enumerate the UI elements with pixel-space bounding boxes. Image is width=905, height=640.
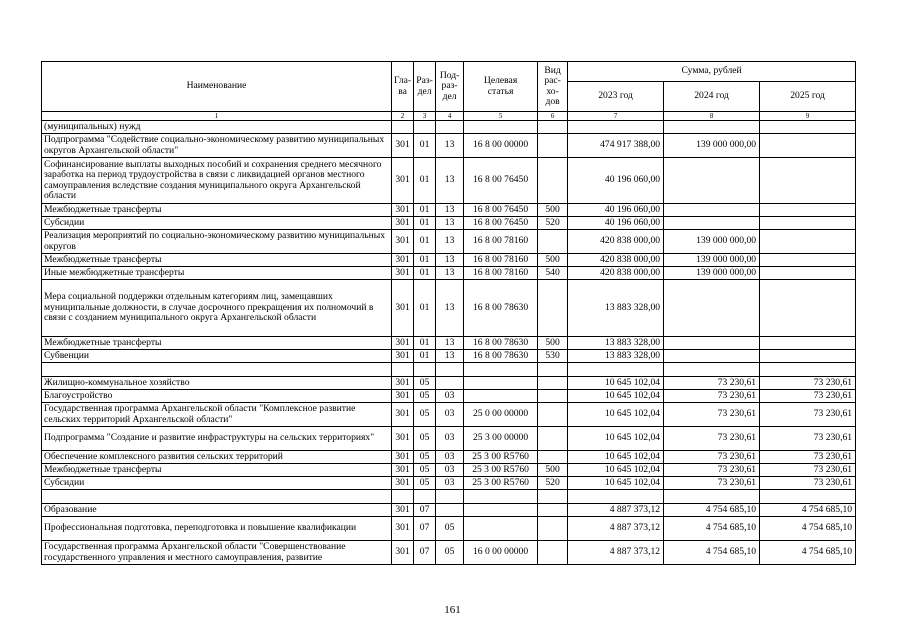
row-sum-2024: 139 000 000,00 <box>664 134 760 158</box>
row-sum-2024: 73 230,61 <box>664 403 760 427</box>
row-name: Обеспечение комплексного развития сельских территорий <box>42 451 392 464</box>
row-expense-type: 500 <box>538 204 568 217</box>
header-sum-title: Сумма, рублей <box>568 62 856 82</box>
row-name: Субсидии <box>42 217 392 230</box>
row-chapter <box>392 121 414 134</box>
row-chapter: 301 <box>392 477 414 490</box>
row-section: 01 <box>414 350 436 363</box>
row-target <box>464 121 538 134</box>
row-section: 01 <box>414 134 436 158</box>
table-row <box>42 230 856 254</box>
row-sum-2025 <box>760 134 856 158</box>
row-expense-type <box>538 403 568 427</box>
row-sum-2023: 10 645 102,04 <box>568 377 664 390</box>
row-expense-type <box>538 230 568 254</box>
row-sum-2023: 10 645 102,04 <box>568 390 664 403</box>
row-target <box>464 504 538 517</box>
row-target <box>464 490 538 504</box>
row-sum-2024 <box>664 121 760 134</box>
row-target <box>464 517 538 541</box>
row-section: 07 <box>414 541 436 565</box>
row-name: (муниципальных) нужд <box>42 121 392 134</box>
row-sum-2024 <box>664 158 760 204</box>
row-section: 01 <box>414 217 436 230</box>
row-chapter: 301 <box>392 134 414 158</box>
row-section: 05 <box>414 451 436 464</box>
row-sum-2024: 139 000 000,00 <box>664 267 760 280</box>
table-row <box>42 377 856 390</box>
row-target: 16 8 00 78160 <box>464 254 538 267</box>
row-subsection: 13 <box>436 204 464 217</box>
row-sum-2023: 10 645 102,04 <box>568 477 664 490</box>
column-number: 1 <box>42 112 392 121</box>
row-name: Жилищно-коммунальное хозяйство <box>42 377 392 390</box>
row-section: 01 <box>414 267 436 280</box>
column-number: 4 <box>436 112 464 121</box>
row-subsection: 13 <box>436 158 464 204</box>
table-row <box>42 477 856 490</box>
row-sum-2025: 4 754 685,10 <box>760 504 856 517</box>
row-section <box>414 121 436 134</box>
row-subsection: 03 <box>436 464 464 477</box>
table-row <box>42 403 856 427</box>
row-sum-2023 <box>568 363 664 377</box>
header-target: Целевая статья <box>464 62 538 112</box>
row-name: Подпрограмма "Создание и развитие инфраструктуры на сельских территориях" <box>42 427 392 451</box>
row-name: Межбюджетные трансферты <box>42 204 392 217</box>
row-expense-type <box>538 158 568 204</box>
table-row <box>42 337 856 350</box>
column-number: 5 <box>464 112 538 121</box>
row-chapter: 301 <box>392 517 414 541</box>
row-expense-type: 500 <box>538 337 568 350</box>
row-chapter: 301 <box>392 280 414 337</box>
row-subsection: 13 <box>436 267 464 280</box>
row-sum-2025 <box>760 490 856 504</box>
row-sum-2025: 73 230,61 <box>760 464 856 477</box>
row-sum-2023: 420 838 000,00 <box>568 230 664 254</box>
row-name: Субвенции <box>42 350 392 363</box>
row-name: Межбюджетные трансферты <box>42 254 392 267</box>
row-section: 01 <box>414 280 436 337</box>
row-sum-2024: 4 754 685,10 <box>664 541 760 565</box>
row-sum-2025: 73 230,61 <box>760 451 856 464</box>
row-subsection: 05 <box>436 541 464 565</box>
row-sum-2024: 139 000 000,00 <box>664 254 760 267</box>
header-subsection: Под- раз- дел <box>436 62 464 112</box>
row-subsection: 13 <box>436 254 464 267</box>
column-number: 6 <box>538 112 568 121</box>
row-subsection: 03 <box>436 451 464 464</box>
row-section: 05 <box>414 464 436 477</box>
row-sum-2024: 73 230,61 <box>664 477 760 490</box>
row-subsection: 13 <box>436 337 464 350</box>
row-sum-2023: 10 645 102,04 <box>568 464 664 477</box>
table-row <box>42 158 856 204</box>
row-expense-type: 520 <box>538 217 568 230</box>
row-subsection <box>436 504 464 517</box>
header-year-2023: 2023 год <box>568 82 664 112</box>
row-sum-2023: 420 838 000,00 <box>568 254 664 267</box>
row-target: 16 8 00 78160 <box>464 267 538 280</box>
row-subsection <box>436 363 464 377</box>
row-chapter: 301 <box>392 337 414 350</box>
row-sum-2023 <box>568 490 664 504</box>
row-section: 01 <box>414 230 436 254</box>
row-section: 01 <box>414 204 436 217</box>
row-name: Государственная программа Архангельской области "Совершенствование государственного управления и местного самоуправления, развитие <box>42 541 392 565</box>
row-target: 25 3 00 R5760 <box>464 464 538 477</box>
row-expense-type <box>538 377 568 390</box>
row-expense-type <box>538 504 568 517</box>
row-sum-2023: 474 917 388,00 <box>568 134 664 158</box>
table-row <box>42 541 856 565</box>
row-target: 25 0 00 00000 <box>464 403 538 427</box>
row-sum-2025: 73 230,61 <box>760 390 856 403</box>
row-sum-2024 <box>664 280 760 337</box>
row-target: 25 3 00 R5760 <box>464 477 538 490</box>
row-section: 01 <box>414 158 436 204</box>
row-sum-2024 <box>664 217 760 230</box>
row-section: 07 <box>414 517 436 541</box>
row-section <box>414 363 436 377</box>
row-expense-type <box>538 121 568 134</box>
table-row <box>42 267 856 280</box>
row-subsection: 03 <box>436 403 464 427</box>
row-sum-2024: 73 230,61 <box>664 464 760 477</box>
row-sum-2023: 40 196 060,00 <box>568 158 664 204</box>
row-name: Образование <box>42 504 392 517</box>
row-chapter: 301 <box>392 451 414 464</box>
column-number-row <box>42 112 856 121</box>
table-row <box>42 217 856 230</box>
table-row <box>42 517 856 541</box>
row-expense-type <box>538 451 568 464</box>
page-number: 161 <box>444 604 461 616</box>
row-target: 16 8 00 78630 <box>464 350 538 363</box>
table-row <box>42 490 856 504</box>
table-row <box>42 504 856 517</box>
row-subsection: 13 <box>436 134 464 158</box>
row-sum-2023: 4 887 373,12 <box>568 541 664 565</box>
row-subsection: 05 <box>436 517 464 541</box>
row-target: 16 8 00 76450 <box>464 204 538 217</box>
row-section: 05 <box>414 477 436 490</box>
row-chapter: 301 <box>392 403 414 427</box>
row-subsection <box>436 377 464 390</box>
row-target: 25 3 00 00000 <box>464 427 538 451</box>
table-row <box>42 254 856 267</box>
table-row <box>42 204 856 217</box>
row-expense-type <box>538 490 568 504</box>
table-row <box>42 464 856 477</box>
row-sum-2024 <box>664 363 760 377</box>
row-sum-2025: 73 230,61 <box>760 403 856 427</box>
row-sum-2024: 73 230,61 <box>664 390 760 403</box>
row-name: Государственная программа Архангельской области "Комплексное развитие сельских территорий Архангельской области" <box>42 403 392 427</box>
table-row <box>42 350 856 363</box>
row-sum-2025 <box>760 337 856 350</box>
row-sum-2023: 13 883 328,00 <box>568 350 664 363</box>
row-expense-type: 530 <box>538 350 568 363</box>
row-expense-type <box>538 517 568 541</box>
row-subsection: 03 <box>436 427 464 451</box>
row-target: 16 8 00 78630 <box>464 280 538 337</box>
row-sum-2023: 13 883 328,00 <box>568 337 664 350</box>
table-row <box>42 390 856 403</box>
row-expense-type: 500 <box>538 254 568 267</box>
row-sum-2024: 73 230,61 <box>664 377 760 390</box>
row-expense-type: 540 <box>538 267 568 280</box>
row-target: 16 8 00 76450 <box>464 217 538 230</box>
row-target <box>464 390 538 403</box>
header-name: Наименование <box>42 62 392 112</box>
table-row <box>42 121 856 134</box>
row-sum-2025 <box>760 267 856 280</box>
row-chapter: 301 <box>392 267 414 280</box>
header-chapter: Гла- ва <box>392 62 414 112</box>
header-expense-type: Вид рас- хо- дов <box>538 62 568 112</box>
row-subsection: 13 <box>436 350 464 363</box>
row-chapter: 301 <box>392 230 414 254</box>
row-name: Подпрограмма "Содействие социально-экономическому развитию муниципальных округов Архангельской области" <box>42 134 392 158</box>
row-chapter: 301 <box>392 254 414 267</box>
row-target: 16 8 00 78160 <box>464 230 538 254</box>
row-sum-2025 <box>760 280 856 337</box>
row-chapter: 301 <box>392 464 414 477</box>
row-sum-2025 <box>760 254 856 267</box>
row-sum-2025 <box>760 217 856 230</box>
row-target <box>464 363 538 377</box>
table-row <box>42 363 856 377</box>
row-name: Мера социальной поддержки отдельным категориям лиц, замещавших муниципальные должности, в случае досрочного прекращения их полномочий в связи с созданием муниципального округа Архангельской области <box>42 280 392 337</box>
row-section: 05 <box>414 427 436 451</box>
row-target: 16 8 00 76450 <box>464 158 538 204</box>
row-sum-2024: 4 754 685,10 <box>664 504 760 517</box>
row-section: 01 <box>414 254 436 267</box>
column-number: 9 <box>760 112 856 121</box>
row-section: 05 <box>414 377 436 390</box>
row-sum-2024 <box>664 204 760 217</box>
row-expense-type <box>538 363 568 377</box>
row-subsection: 03 <box>436 390 464 403</box>
row-chapter <box>392 490 414 504</box>
row-subsection: 03 <box>436 477 464 490</box>
table-row <box>42 451 856 464</box>
row-target: 16 8 00 78630 <box>464 337 538 350</box>
row-sum-2023: 40 196 060,00 <box>568 217 664 230</box>
row-expense-type <box>538 541 568 565</box>
row-name: Межбюджетные трансферты <box>42 337 392 350</box>
row-name: Профессиональная подготовка, переподготовка и повышение квалификации <box>42 517 392 541</box>
row-section: 07 <box>414 504 436 517</box>
row-subsection <box>436 490 464 504</box>
row-section <box>414 490 436 504</box>
row-subsection: 13 <box>436 217 464 230</box>
row-target: 16 0 00 00000 <box>464 541 538 565</box>
row-sum-2023: 10 645 102,04 <box>568 403 664 427</box>
row-name: Межбюджетные трансферты <box>42 464 392 477</box>
row-sum-2025 <box>760 363 856 377</box>
row-expense-type <box>538 134 568 158</box>
row-name: Иные межбюджетные трансферты <box>42 267 392 280</box>
row-sum-2024 <box>664 350 760 363</box>
row-sum-2025: 73 230,61 <box>760 427 856 451</box>
row-name: Софинансирование выплаты выходных пособий и сохранения среднего месячного заработка на период трудоустройства в связи с ликвидацией органов местного самоуправления вследствие создания муниципального округа Архангельской области <box>42 158 392 204</box>
row-sum-2025 <box>760 204 856 217</box>
budget-table <box>41 61 856 565</box>
row-section: 01 <box>414 337 436 350</box>
row-name: Благоустройство <box>42 390 392 403</box>
table-row <box>42 427 856 451</box>
row-chapter: 301 <box>392 204 414 217</box>
row-expense-type <box>538 280 568 337</box>
row-name: Субсидии <box>42 477 392 490</box>
row-chapter: 301 <box>392 541 414 565</box>
row-subsection: 13 <box>436 230 464 254</box>
row-sum-2023: 13 883 328,00 <box>568 280 664 337</box>
row-name: Реализация мероприятий по социально-экономическому развитию муниципальных округов <box>42 230 392 254</box>
row-section: 05 <box>414 403 436 427</box>
row-expense-type: 500 <box>538 464 568 477</box>
row-chapter: 301 <box>392 390 414 403</box>
row-subsection <box>436 121 464 134</box>
header-year-2024: 2024 год <box>664 82 760 112</box>
row-sum-2024 <box>664 490 760 504</box>
row-target: 16 8 00 00000 <box>464 134 538 158</box>
row-sum-2025 <box>760 158 856 204</box>
row-sum-2023: 4 887 373,12 <box>568 517 664 541</box>
row-chapter: 301 <box>392 427 414 451</box>
row-expense-type <box>538 390 568 403</box>
row-target: 25 3 00 R5760 <box>464 451 538 464</box>
row-sum-2025: 4 754 685,10 <box>760 517 856 541</box>
row-name <box>42 363 392 377</box>
row-sum-2025: 4 754 685,10 <box>760 541 856 565</box>
row-sum-2025: 73 230,61 <box>760 477 856 490</box>
table-row <box>42 134 856 158</box>
column-number: 3 <box>414 112 436 121</box>
row-sum-2024: 139 000 000,00 <box>664 230 760 254</box>
row-sum-2023: 4 887 373,12 <box>568 504 664 517</box>
row-chapter: 301 <box>392 377 414 390</box>
row-expense-type: 520 <box>538 477 568 490</box>
row-name <box>42 490 392 504</box>
column-number: 7 <box>568 112 664 121</box>
row-sum-2024: 73 230,61 <box>664 427 760 451</box>
row-chapter: 301 <box>392 350 414 363</box>
row-sum-2023: 40 196 060,00 <box>568 204 664 217</box>
row-sum-2025: 73 230,61 <box>760 377 856 390</box>
row-sum-2023: 420 838 000,00 <box>568 267 664 280</box>
row-sum-2024: 4 754 685,10 <box>664 517 760 541</box>
row-sum-2025 <box>760 230 856 254</box>
row-sum-2023 <box>568 121 664 134</box>
row-section: 05 <box>414 390 436 403</box>
row-target <box>464 377 538 390</box>
row-expense-type <box>538 427 568 451</box>
header-year-2025: 2025 год <box>760 82 856 112</box>
row-sum-2024: 73 230,61 <box>664 451 760 464</box>
row-sum-2023: 10 645 102,04 <box>568 451 664 464</box>
row-chapter: 301 <box>392 158 414 204</box>
table-body <box>42 121 856 565</box>
header-row-top <box>42 62 856 82</box>
row-chapter: 301 <box>392 217 414 230</box>
row-sum-2024 <box>664 337 760 350</box>
row-sum-2025 <box>760 350 856 363</box>
row-chapter <box>392 363 414 377</box>
table-row <box>42 280 856 337</box>
row-chapter: 301 <box>392 504 414 517</box>
header-section: Раз- дел <box>414 62 436 112</box>
column-number: 8 <box>664 112 760 121</box>
column-number: 2 <box>392 112 414 121</box>
row-sum-2025 <box>760 121 856 134</box>
row-subsection: 13 <box>436 280 464 337</box>
row-sum-2023: 10 645 102,04 <box>568 427 664 451</box>
